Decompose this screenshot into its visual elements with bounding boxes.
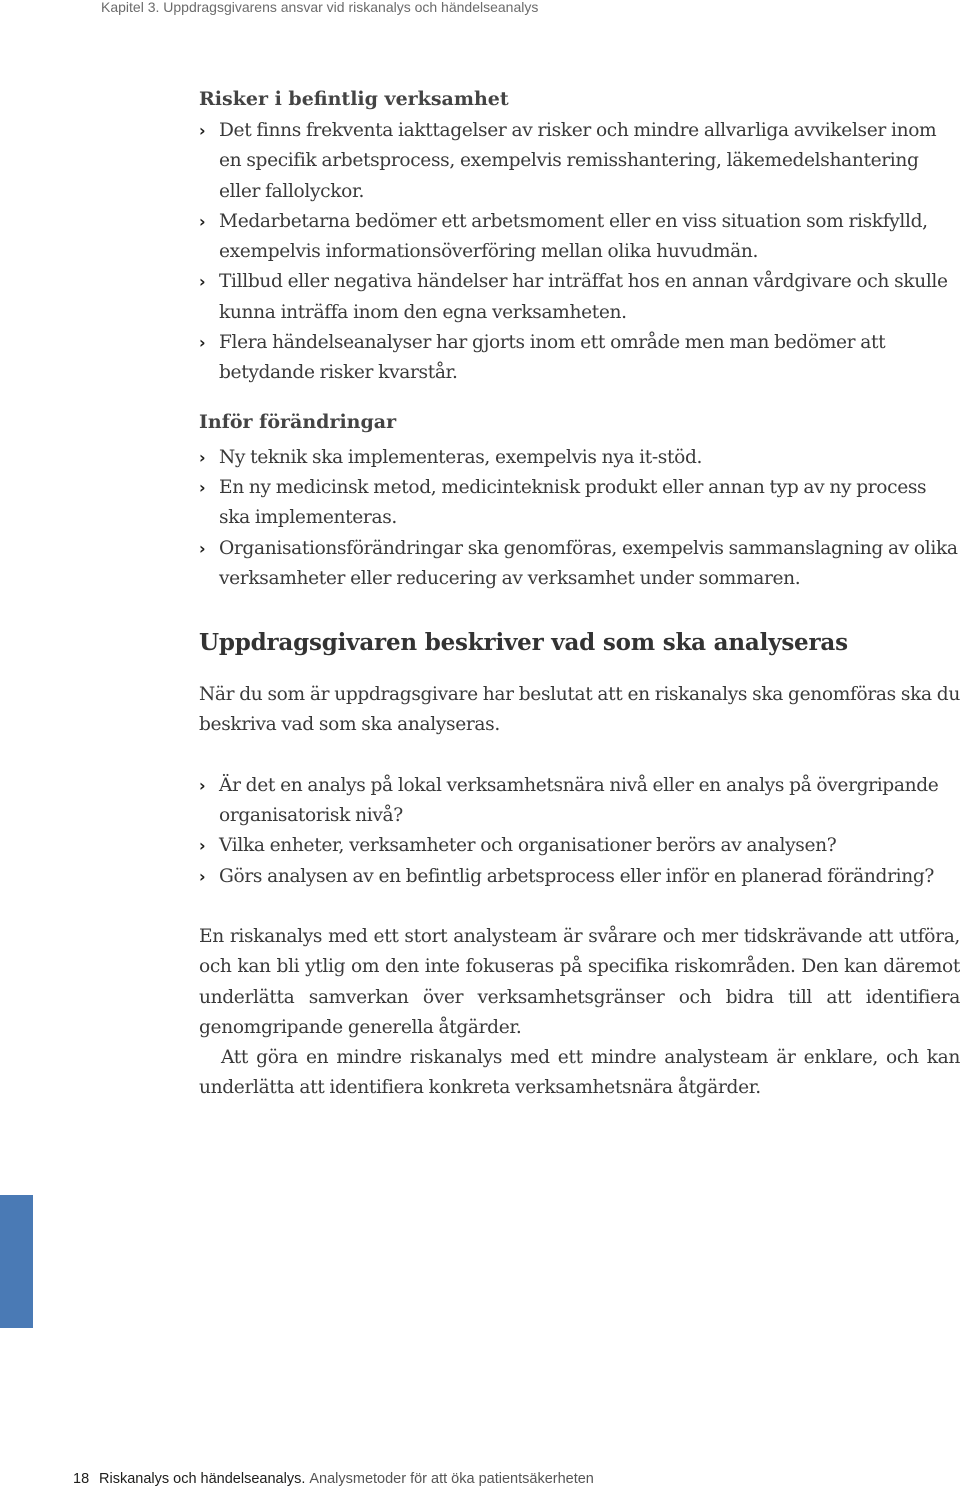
list-item <box>199 328 960 389</box>
intro-paragraph: När du som är uppdragsgivare har beslutat att en riskanalys ska genomföras ska du beskriva vad som ska analyseras. <box>199 684 960 736</box>
list-item <box>199 116 960 207</box>
body-paragraph: En riskanalys med ett stort analysteam är svårare och mer tidskrävande att utföra, och kan bli ytlig om den inte fokuseras på specifika riskområden. Den kan däremot underlätta samverkan över verksamhetsgränser och bidra till att identifiera genomgripande generella åtgärder. <box>199 925 960 1038</box>
section-heading-infor: Inför förändringar <box>199 410 397 433</box>
list-item <box>199 207 960 268</box>
bullet-list-risker <box>199 116 960 389</box>
chevron-right-icon: › <box>199 121 206 140</box>
list-item <box>199 831 960 861</box>
list-item-text: Organisationsförändringar ska genomföras, exempelvis sammanslagning av olika verksamheter eller reducering av verksamhet under sommaren. <box>219 537 958 589</box>
list-item-text: En ny medicinsk metod, medicinteknisk produkt eller annan typ av ny process ska implementeras. <box>219 476 927 529</box>
list-item <box>199 771 960 832</box>
section-heading-risker: Risker i befintlig verksamhet <box>199 88 509 110</box>
list-item <box>199 534 960 595</box>
bullet-list-infor <box>199 443 960 594</box>
chevron-right-icon: › <box>199 447 206 467</box>
list-item-text: Ny teknik ska implementeras, exempelvis nya it-stöd. <box>219 446 703 468</box>
running-head: Kapitel 3. Uppdragsgivarens ansvar vid riskanalys och händelseanalys <box>101 0 539 15</box>
list-item-text: Görs analysen av en befintlig arbetsprocess eller inför en planerad förändring? <box>219 865 935 887</box>
section-heading-beskriver: Uppdragsgivaren beskriver vad som ska analyseras <box>199 629 848 657</box>
list-item <box>199 473 960 534</box>
list-item-text: Flera händelseanalyser har gjorts inom ett område men man bedömer att betydande risker kvarstår. <box>219 332 886 384</box>
list-item-text: Det finns frekventa iakttagelser av risker och mindre allvarliga avvikelser inom en specifik arbetsprocess, exempelvis remisshantering, läkemedelshantering eller fallolyckor. <box>219 120 937 202</box>
bullet-list-analys <box>199 771 960 892</box>
body-paragraph: Att göra en mindre riskanalys med ett mindre analysteam är enklare, och kan underlätta att identifiera konkreta verksamhetsnära åtgärder. <box>199 1047 960 1099</box>
chapter-side-tab <box>0 1195 33 1328</box>
list-item-text: Medarbetarna bedömer ett arbetsmoment eller en viss situation som riskfylld, exempelvis informationsöverföring mellan olika huvudmän. <box>219 210 928 263</box>
list-item-text: Vilka enheter, verksamheter och organisationer berörs av analysen? <box>219 835 837 857</box>
footer-subtitle: Analysmetoder för att öka patientsäkerheten <box>309 1471 594 1487</box>
list-item <box>199 862 960 892</box>
list-item-text: Är det en analys på lokal verksamhetsnära nivå eller en analys på övergripande organisatorisk nivå? <box>219 774 939 827</box>
list-item-text: Tillbud eller negativa händelser har inträffat hos en annan vårdgivare och skulle kunna inträffa inom den egna verksamheten. <box>219 271 948 323</box>
chevron-right-icon: › <box>199 775 206 795</box>
page-footer <box>73 1470 594 1488</box>
chevron-right-icon: › <box>199 333 206 353</box>
chevron-right-icon: › <box>199 836 206 856</box>
list-item <box>199 267 960 328</box>
chevron-right-icon: › <box>199 272 206 292</box>
chevron-right-icon: › <box>199 211 206 231</box>
chevron-right-icon: › <box>199 866 206 886</box>
chevron-right-icon: › <box>199 477 206 497</box>
page-content <box>199 84 960 1104</box>
list-item <box>199 443 960 473</box>
footer-book-title: Riskanalys och händelseanalys. <box>99 1471 306 1487</box>
page-number: 18 <box>73 1471 90 1487</box>
chevron-right-icon: › <box>199 538 206 558</box>
